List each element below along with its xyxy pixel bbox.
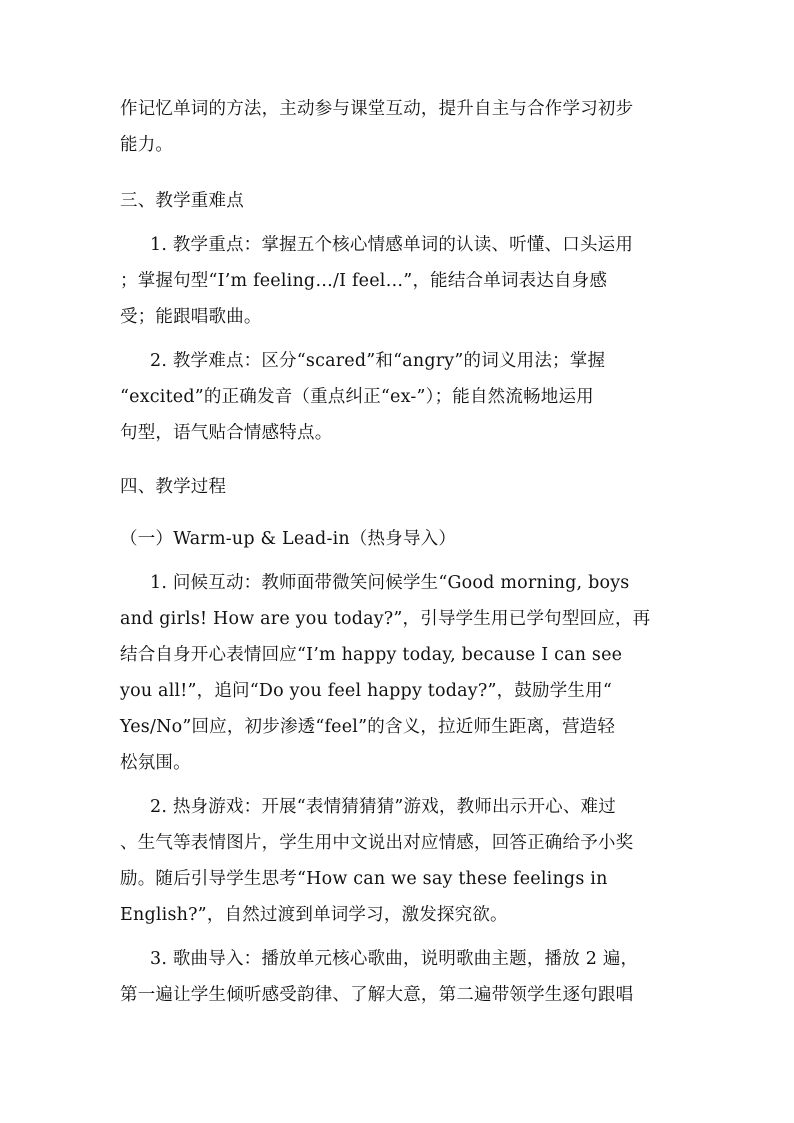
difficult-point-text-line: “excited”的正确发音（重点纠正“ex-”）；能自然流畅地运用 bbox=[120, 387, 594, 407]
song-intro-text-line: 第一遍让学生倾听感受韵律、了解大意，第二遍带领学生逐句跟唱 bbox=[120, 985, 634, 1005]
intro-text-line: 能力。 bbox=[120, 135, 174, 155]
section-heading-process: 四、教学过程 bbox=[120, 477, 227, 497]
warmup-game-text-line: 励。随后引导学生思考“How can we say these feelings in bbox=[120, 869, 608, 889]
greeting-step-text-line: 1. 问候互动：教师面带微笑问候学生“Good morning, boys bbox=[150, 573, 630, 593]
difficult-point-text-line: 2. 教学难点：区分“scared”和“angry”的词义用法；掌握 bbox=[150, 351, 606, 371]
subsection-heading-warmup: （一）Warm-up & Lead-in（热身导入） bbox=[120, 529, 457, 549]
difficult-point-text-line: 句型，语气贴合情感特点。 bbox=[120, 423, 333, 443]
greeting-step-text-line: and girls! How are you today?”，引导学生用已学句型回应，再 bbox=[120, 609, 651, 629]
key-point-text-line: 受；能跟唱歌曲。 bbox=[120, 307, 262, 327]
warmup-game-text-line: English?”，自然过渡到单词学习，激发探究欲。 bbox=[120, 905, 508, 925]
greeting-step-text-line: you all!”，追问“Do you feel happy today?”，鼓励学生用“ bbox=[120, 681, 612, 701]
key-point-text-line: ；掌握句型“I’m feeling…/I feel…”，能结合单词表达自身感 bbox=[120, 271, 608, 291]
greeting-step-text-line: 结合自身开心表情回应“I’m happy today, because I can see bbox=[120, 645, 623, 665]
intro-text-line: 作记忆单词的方法，主动参与课堂互动，提升自主与合作学习初步 bbox=[120, 99, 634, 119]
warmup-game-text-line: 、生气等表情图片，学生用中文说出对应情感，回答正确给予小奖 bbox=[120, 833, 634, 853]
greeting-step-text-line: Yes/No”回应，初步渗透“feel”的含义，拉近师生距离，营造轻 bbox=[120, 717, 616, 737]
warmup-game-text-line: 2. 热身游戏：开展“表情猜猜猜”游戏，教师出示开心、难过 bbox=[150, 797, 616, 817]
song-intro-text-line: 3. 歌曲导入：播放单元核心歌曲，说明歌曲主题，播放 2 遍， bbox=[150, 949, 639, 969]
greeting-step-text-line: 松氛围。 bbox=[120, 753, 191, 773]
section-heading-difficulties: 三、教学重难点 bbox=[120, 191, 244, 211]
key-point-text-line: 1. 教学重点：掌握五个核心情感单词的认读、听懂、口头运用 bbox=[150, 235, 634, 255]
